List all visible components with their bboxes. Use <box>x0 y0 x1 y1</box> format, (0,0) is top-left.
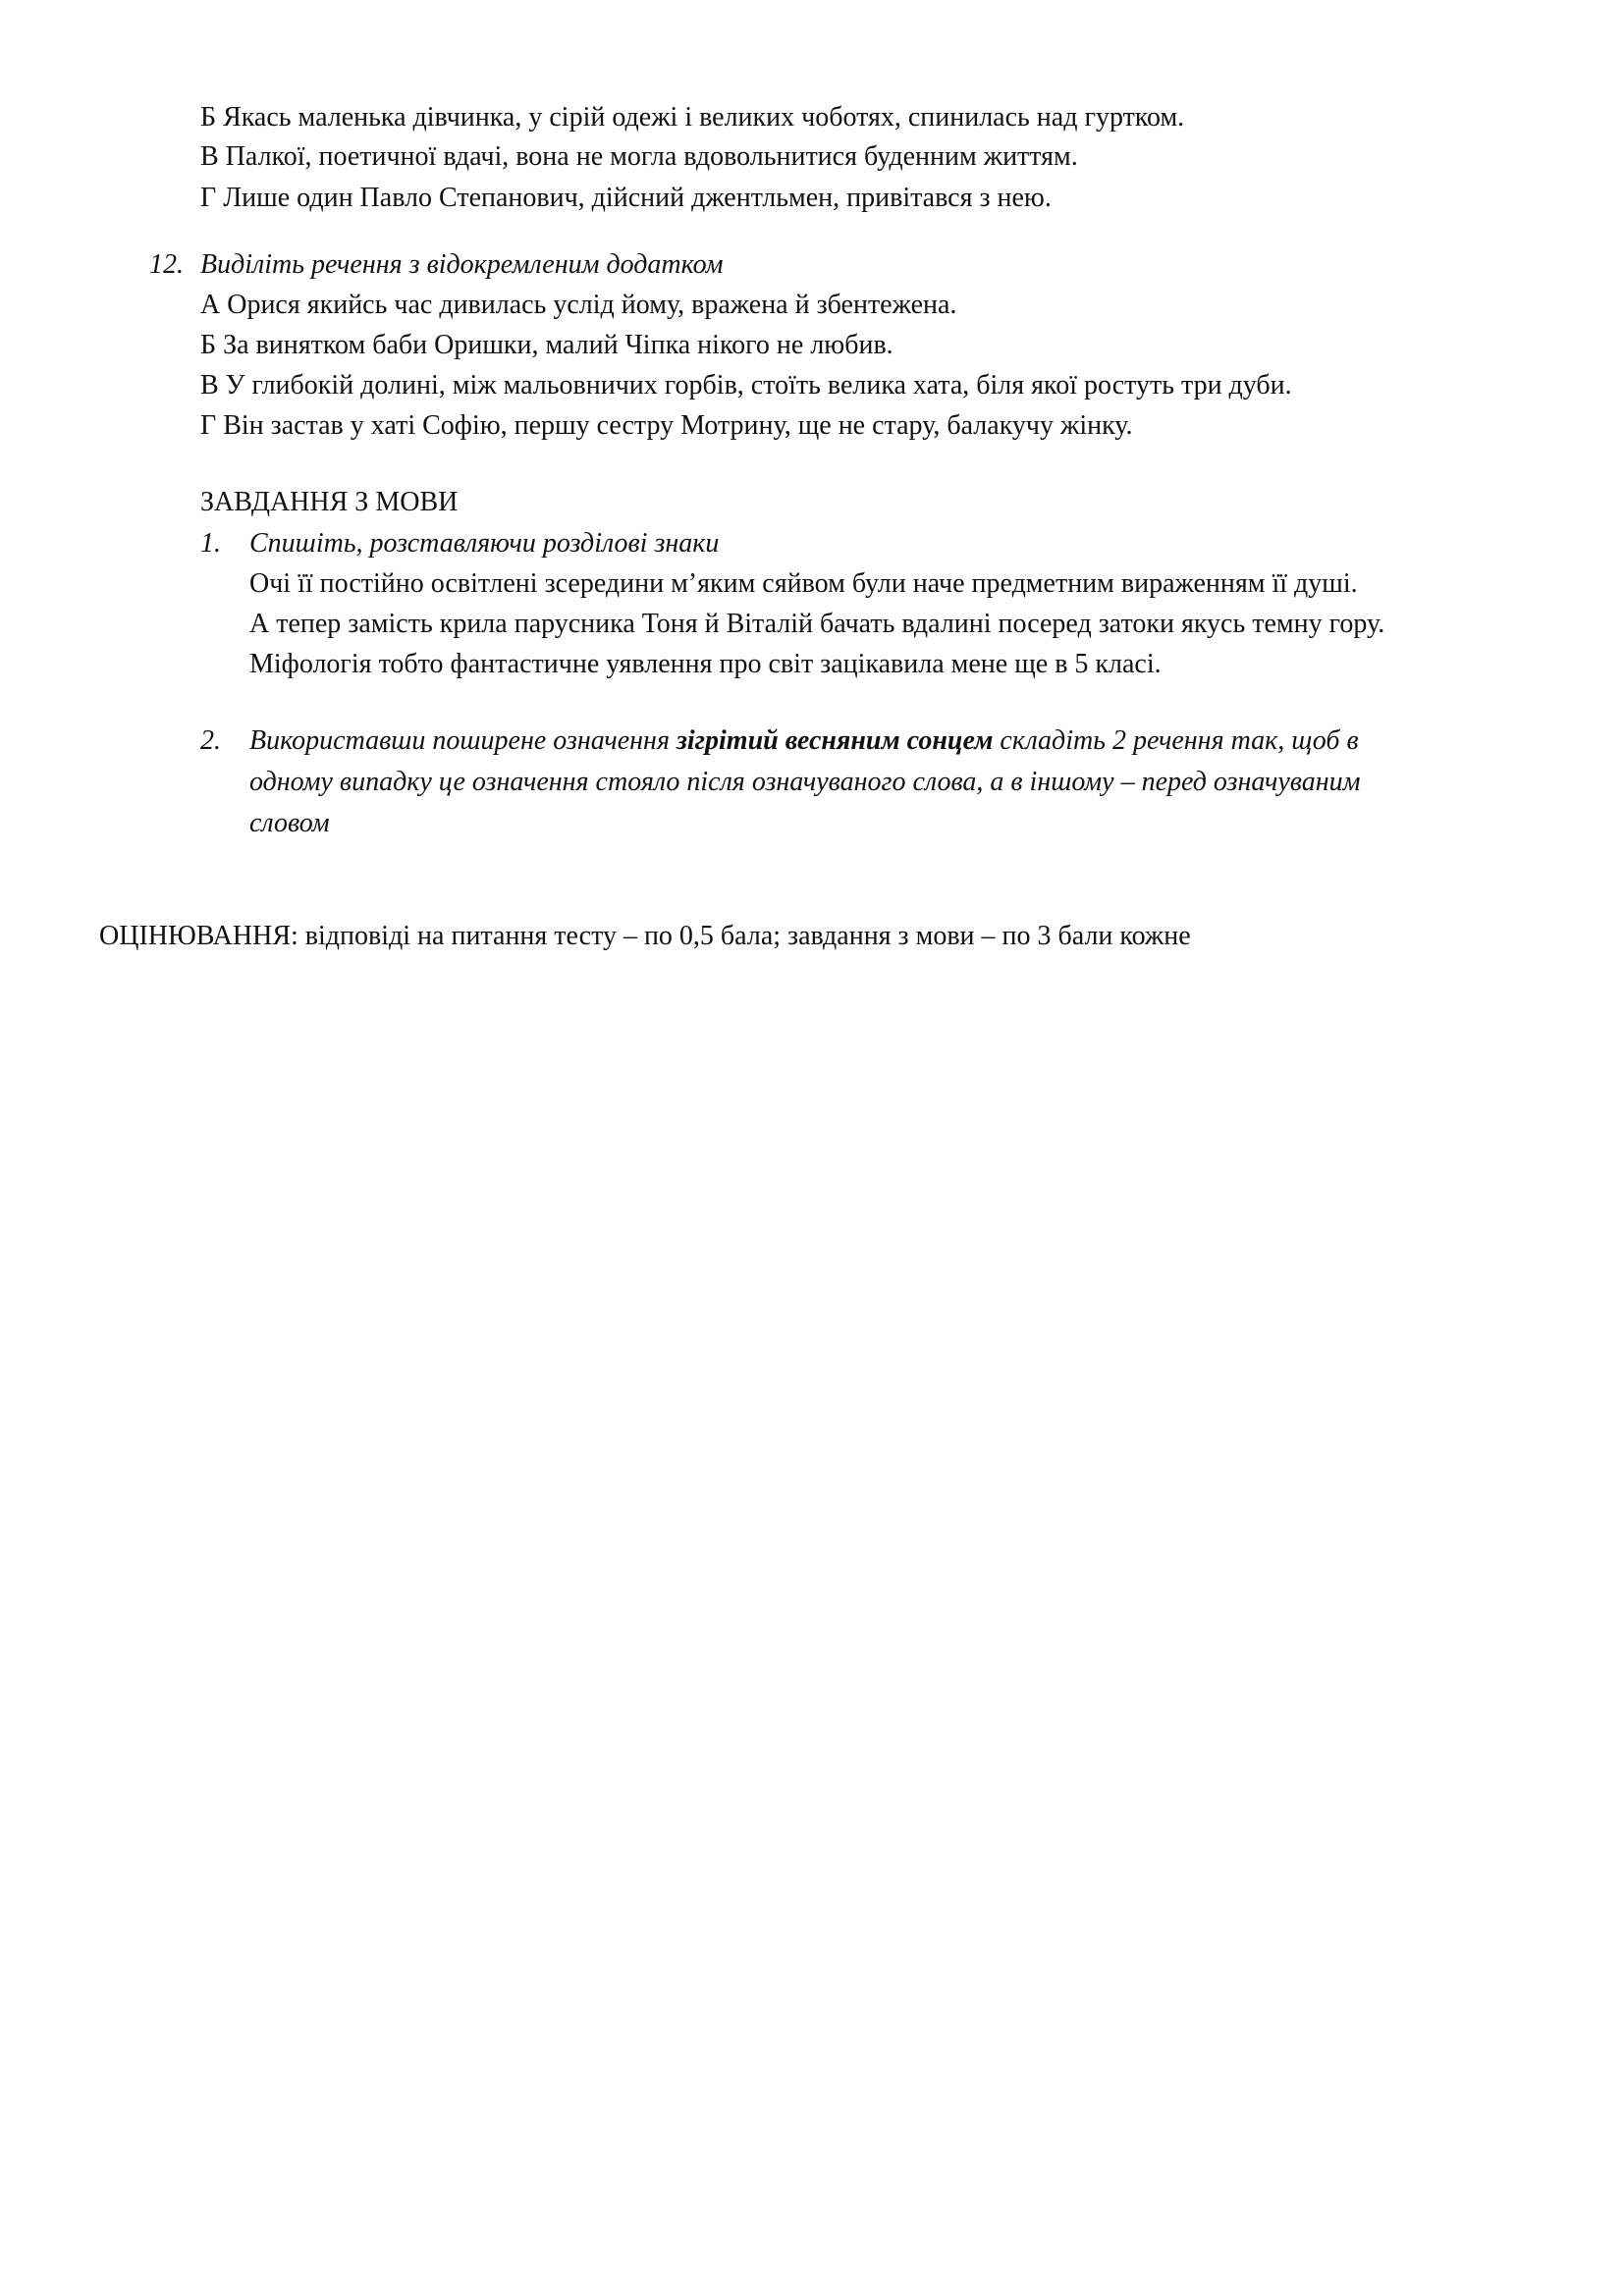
q11-option-b: Б Якась маленька дівчинка, у сірій одежі і великих чоботях, спинилась над гуртком. <box>200 102 1185 133</box>
q12-option-g: Г Він застав у хаті Софію, першу сестру Мотрину, ще не стару, балакучу жінку. <box>200 410 1133 441</box>
task2-prompt-bold: зігрітий весняним сонцем <box>676 725 994 756</box>
task1-sentence-1: Очі її постійно освітлені зсередини м’яким сяйвом були наче предметним вираженням її душі. <box>249 568 1358 599</box>
q12-number: 12. <box>149 249 184 280</box>
q12-prompt: Виділіть речення з відокремленим додатком <box>200 249 724 280</box>
task2-prompt-line2: одному випадку це означення стояло після означуваного слова, а в іншому – перед означуваним <box>249 767 1361 797</box>
q11-option-g: Г Лише один Павло Степанович, дійсний джентльмен, привітався з нею. <box>200 183 1052 213</box>
task1-sentence-3: Міфологія тобто фантастичне уявлення про світ зацікавила мене ще в 5 класі. <box>249 649 1162 679</box>
task1-prompt: Спишіть, розставляючи розділові знаки <box>249 528 720 559</box>
task2-number: 2. <box>200 725 221 756</box>
q12-question <box>149 251 723 279</box>
q12-option-v: В У глибокій долині, між мальовничих горбів, стоїть велика хата, біля якої ростуть три дуби. <box>200 370 1292 400</box>
task1-number: 1. <box>200 528 221 559</box>
task1-question <box>200 528 720 559</box>
task2-question <box>200 725 1359 756</box>
task2-prompt-after: складіть 2 речення так, щоб в <box>993 725 1359 756</box>
task2-prompt-before: Використавши поширене означення <box>249 725 677 756</box>
q12-option-a: А Орися якийсь час дивилась услід йому, вражена й збентежена. <box>200 290 957 320</box>
q12-option-b: Б За винятком баби Оришки, малий Чіпка нікого не любив. <box>200 330 893 360</box>
language-tasks-heading: ЗАВДАННЯ З МОВИ <box>200 487 459 517</box>
task1-sentence-2: А тепер замість крила парусника Тоня й Віталій бачать вдалині посеред затоки якусь темну гору. <box>249 609 1385 639</box>
task2-prompt-line1 <box>249 727 1359 755</box>
q11-option-v: В Палкої, поетичної вдачі, вона не могла вдовольнитися буденним життям. <box>200 141 1078 172</box>
grading-note: ОЦІНЮВАННЯ: відповіді на питання тесту – по 0,5 бала; завдання з мови – по 3 бали кожне <box>99 921 1191 951</box>
task2-prompt-line3: словом <box>249 808 330 838</box>
